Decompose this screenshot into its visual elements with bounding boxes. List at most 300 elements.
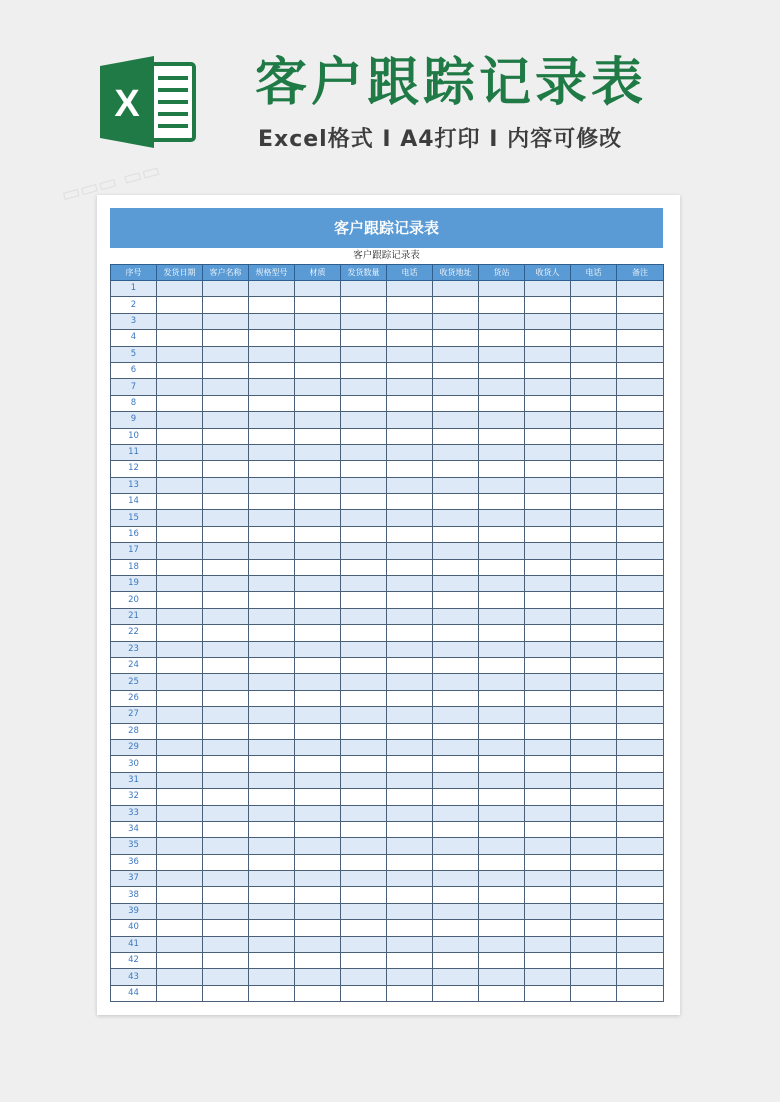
table-cell[interactable] xyxy=(203,674,249,690)
table-cell[interactable] xyxy=(525,789,571,805)
table-cell[interactable] xyxy=(341,789,387,805)
table-cell[interactable] xyxy=(433,625,479,641)
table-cell[interactable] xyxy=(203,494,249,510)
table-cell[interactable] xyxy=(387,346,433,362)
table-cell[interactable] xyxy=(387,592,433,608)
table-cell[interactable] xyxy=(295,920,341,936)
table-cell[interactable] xyxy=(157,887,203,903)
table-cell[interactable] xyxy=(571,412,617,428)
table-cell[interactable] xyxy=(571,313,617,329)
table-cell[interactable] xyxy=(387,805,433,821)
table-cell[interactable] xyxy=(479,510,525,526)
table-cell[interactable] xyxy=(341,477,387,493)
table-cell[interactable] xyxy=(479,625,525,641)
table-cell[interactable] xyxy=(203,543,249,559)
table-cell[interactable] xyxy=(387,625,433,641)
table-cell[interactable] xyxy=(387,690,433,706)
table-cell[interactable] xyxy=(341,625,387,641)
table-cell[interactable] xyxy=(571,854,617,870)
table-cell[interactable] xyxy=(479,838,525,854)
table-cell[interactable] xyxy=(157,739,203,755)
table-cell[interactable] xyxy=(157,461,203,477)
table-cell[interactable] xyxy=(479,690,525,706)
table-cell[interactable] xyxy=(525,641,571,657)
table-cell[interactable] xyxy=(295,461,341,477)
table-cell[interactable] xyxy=(617,920,664,936)
table-cell[interactable] xyxy=(157,395,203,411)
table-cell[interactable] xyxy=(433,985,479,1001)
table-cell[interactable] xyxy=(341,985,387,1001)
table-cell[interactable] xyxy=(617,362,664,378)
table-cell[interactable] xyxy=(295,395,341,411)
table-cell[interactable] xyxy=(157,281,203,297)
table-cell[interactable] xyxy=(525,723,571,739)
table-cell[interactable] xyxy=(295,953,341,969)
table-cell[interactable] xyxy=(203,412,249,428)
table-cell[interactable] xyxy=(249,412,295,428)
table-cell[interactable] xyxy=(157,821,203,837)
table-cell[interactable] xyxy=(203,690,249,706)
table-cell[interactable] xyxy=(617,690,664,706)
table-cell[interactable] xyxy=(249,526,295,542)
table-cell[interactable] xyxy=(479,756,525,772)
table-cell[interactable] xyxy=(387,576,433,592)
table-cell[interactable] xyxy=(617,477,664,493)
table-cell[interactable] xyxy=(479,526,525,542)
table-cell[interactable] xyxy=(387,379,433,395)
table-cell[interactable] xyxy=(387,772,433,788)
table-cell[interactable] xyxy=(203,723,249,739)
table-cell[interactable] xyxy=(341,510,387,526)
table-cell[interactable] xyxy=(617,625,664,641)
table-cell[interactable] xyxy=(157,444,203,460)
table-cell[interactable] xyxy=(617,313,664,329)
table-cell[interactable] xyxy=(525,871,571,887)
table-cell[interactable] xyxy=(433,739,479,755)
table-cell[interactable] xyxy=(295,592,341,608)
table-cell[interactable] xyxy=(433,379,479,395)
table-cell[interactable] xyxy=(571,362,617,378)
table-cell[interactable] xyxy=(203,838,249,854)
table-cell[interactable] xyxy=(433,428,479,444)
table-cell[interactable] xyxy=(203,395,249,411)
table-cell[interactable] xyxy=(295,690,341,706)
table-cell[interactable] xyxy=(341,657,387,673)
table-cell[interactable] xyxy=(341,494,387,510)
table-cell[interactable] xyxy=(571,953,617,969)
table-cell[interactable] xyxy=(249,903,295,919)
table-cell[interactable] xyxy=(433,723,479,739)
table-cell[interactable] xyxy=(295,871,341,887)
table-cell[interactable] xyxy=(387,510,433,526)
table-cell[interactable] xyxy=(295,510,341,526)
table-cell[interactable] xyxy=(479,330,525,346)
table-cell[interactable] xyxy=(249,330,295,346)
table-cell[interactable] xyxy=(571,903,617,919)
table-cell[interactable] xyxy=(341,281,387,297)
table-cell[interactable] xyxy=(571,608,617,624)
table-cell[interactable] xyxy=(341,543,387,559)
table-cell[interactable] xyxy=(341,641,387,657)
table-cell[interactable] xyxy=(525,412,571,428)
table-cell[interactable] xyxy=(479,346,525,362)
table-cell[interactable] xyxy=(433,494,479,510)
table-cell[interactable] xyxy=(203,330,249,346)
table-cell[interactable] xyxy=(295,674,341,690)
table-cell[interactable] xyxy=(617,903,664,919)
table-cell[interactable] xyxy=(341,838,387,854)
table-cell[interactable] xyxy=(617,281,664,297)
table-cell[interactable] xyxy=(479,969,525,985)
table-cell[interactable] xyxy=(387,723,433,739)
table-cell[interactable] xyxy=(341,592,387,608)
table-cell[interactable] xyxy=(295,428,341,444)
table-cell[interactable] xyxy=(571,690,617,706)
table-cell[interactable] xyxy=(433,362,479,378)
table-cell[interactable] xyxy=(479,887,525,903)
table-cell[interactable] xyxy=(249,461,295,477)
table-cell[interactable] xyxy=(617,854,664,870)
table-cell[interactable] xyxy=(157,674,203,690)
table-cell[interactable] xyxy=(387,461,433,477)
table-cell[interactable] xyxy=(157,297,203,313)
table-cell[interactable] xyxy=(479,477,525,493)
table-cell[interactable] xyxy=(157,477,203,493)
table-cell[interactable] xyxy=(525,690,571,706)
table-cell[interactable] xyxy=(157,723,203,739)
table-cell[interactable] xyxy=(571,657,617,673)
table-cell[interactable] xyxy=(387,838,433,854)
table-cell[interactable] xyxy=(479,281,525,297)
table-cell[interactable] xyxy=(249,920,295,936)
table-cell[interactable] xyxy=(433,756,479,772)
table-cell[interactable] xyxy=(341,936,387,952)
table-cell[interactable] xyxy=(571,494,617,510)
table-cell[interactable] xyxy=(479,789,525,805)
table-cell[interactable] xyxy=(525,461,571,477)
table-cell[interactable] xyxy=(617,707,664,723)
table-cell[interactable] xyxy=(571,674,617,690)
table-cell[interactable] xyxy=(617,559,664,575)
table-cell[interactable] xyxy=(295,346,341,362)
table-cell[interactable] xyxy=(249,690,295,706)
table-cell[interactable] xyxy=(525,887,571,903)
table-cell[interactable] xyxy=(341,969,387,985)
table-cell[interactable] xyxy=(433,854,479,870)
table-cell[interactable] xyxy=(341,674,387,690)
table-cell[interactable] xyxy=(157,871,203,887)
table-cell[interactable] xyxy=(203,297,249,313)
table-cell[interactable] xyxy=(525,903,571,919)
table-cell[interactable] xyxy=(249,379,295,395)
table-cell[interactable] xyxy=(157,903,203,919)
table-cell[interactable] xyxy=(295,657,341,673)
table-cell[interactable] xyxy=(571,543,617,559)
table-cell[interactable] xyxy=(341,707,387,723)
table-cell[interactable] xyxy=(295,903,341,919)
table-cell[interactable] xyxy=(249,510,295,526)
table-cell[interactable] xyxy=(433,444,479,460)
table-cell[interactable] xyxy=(249,576,295,592)
table-cell[interactable] xyxy=(387,428,433,444)
table-cell[interactable] xyxy=(433,887,479,903)
table-cell[interactable] xyxy=(387,903,433,919)
table-cell[interactable] xyxy=(525,543,571,559)
table-cell[interactable] xyxy=(387,543,433,559)
table-cell[interactable] xyxy=(617,789,664,805)
table-cell[interactable] xyxy=(479,936,525,952)
table-cell[interactable] xyxy=(203,739,249,755)
table-cell[interactable] xyxy=(387,281,433,297)
table-cell[interactable] xyxy=(571,576,617,592)
table-cell[interactable] xyxy=(617,297,664,313)
table-cell[interactable] xyxy=(433,559,479,575)
table-cell[interactable] xyxy=(479,674,525,690)
table-cell[interactable] xyxy=(295,330,341,346)
table-cell[interactable] xyxy=(571,559,617,575)
table-cell[interactable] xyxy=(157,362,203,378)
table-cell[interactable] xyxy=(525,739,571,755)
table-cell[interactable] xyxy=(479,723,525,739)
table-cell[interactable] xyxy=(341,330,387,346)
table-cell[interactable] xyxy=(157,707,203,723)
table-cell[interactable] xyxy=(479,559,525,575)
table-cell[interactable] xyxy=(525,854,571,870)
table-cell[interactable] xyxy=(341,379,387,395)
table-cell[interactable] xyxy=(387,559,433,575)
table-cell[interactable] xyxy=(433,772,479,788)
table-cell[interactable] xyxy=(387,674,433,690)
table-cell[interactable] xyxy=(525,920,571,936)
table-cell[interactable] xyxy=(249,969,295,985)
table-cell[interactable] xyxy=(479,821,525,837)
table-cell[interactable] xyxy=(479,494,525,510)
table-cell[interactable] xyxy=(617,428,664,444)
table-cell[interactable] xyxy=(295,543,341,559)
table-cell[interactable] xyxy=(203,313,249,329)
table-cell[interactable] xyxy=(295,297,341,313)
table-cell[interactable] xyxy=(571,428,617,444)
table-cell[interactable] xyxy=(387,297,433,313)
table-cell[interactable] xyxy=(525,510,571,526)
table-cell[interactable] xyxy=(157,854,203,870)
table-cell[interactable] xyxy=(203,887,249,903)
table-cell[interactable] xyxy=(249,657,295,673)
table-cell[interactable] xyxy=(249,641,295,657)
table-cell[interactable] xyxy=(433,789,479,805)
table-cell[interactable] xyxy=(387,756,433,772)
table-cell[interactable] xyxy=(387,641,433,657)
table-cell[interactable] xyxy=(157,657,203,673)
table-cell[interactable] xyxy=(525,477,571,493)
table-cell[interactable] xyxy=(433,707,479,723)
table-cell[interactable] xyxy=(525,953,571,969)
table-cell[interactable] xyxy=(617,543,664,559)
table-cell[interactable] xyxy=(525,985,571,1001)
table-cell[interactable] xyxy=(433,690,479,706)
table-cell[interactable] xyxy=(249,281,295,297)
table-cell[interactable] xyxy=(479,657,525,673)
table-cell[interactable] xyxy=(157,379,203,395)
table-cell[interactable] xyxy=(295,707,341,723)
table-cell[interactable] xyxy=(571,805,617,821)
table-cell[interactable] xyxy=(249,444,295,460)
table-cell[interactable] xyxy=(387,707,433,723)
table-cell[interactable] xyxy=(249,887,295,903)
table-cell[interactable] xyxy=(157,412,203,428)
table-cell[interactable] xyxy=(433,936,479,952)
table-cell[interactable] xyxy=(203,969,249,985)
table-cell[interactable] xyxy=(387,494,433,510)
table-cell[interactable] xyxy=(203,379,249,395)
table-cell[interactable] xyxy=(387,477,433,493)
table-cell[interactable] xyxy=(387,362,433,378)
table-cell[interactable] xyxy=(479,543,525,559)
table-cell[interactable] xyxy=(617,330,664,346)
table-cell[interactable] xyxy=(203,625,249,641)
table-cell[interactable] xyxy=(525,821,571,837)
table-cell[interactable] xyxy=(571,477,617,493)
table-cell[interactable] xyxy=(525,674,571,690)
table-cell[interactable] xyxy=(157,346,203,362)
table-cell[interactable] xyxy=(341,821,387,837)
table-cell[interactable] xyxy=(157,625,203,641)
table-cell[interactable] xyxy=(571,772,617,788)
table-cell[interactable] xyxy=(249,674,295,690)
table-cell[interactable] xyxy=(479,871,525,887)
table-cell[interactable] xyxy=(157,494,203,510)
table-cell[interactable] xyxy=(249,871,295,887)
table-cell[interactable] xyxy=(433,657,479,673)
table-cell[interactable] xyxy=(571,985,617,1001)
table-cell[interactable] xyxy=(295,313,341,329)
table-cell[interactable] xyxy=(387,936,433,952)
table-cell[interactable] xyxy=(617,756,664,772)
table-cell[interactable] xyxy=(203,559,249,575)
table-cell[interactable] xyxy=(571,756,617,772)
table-cell[interactable] xyxy=(617,346,664,362)
table-cell[interactable] xyxy=(617,379,664,395)
table-cell[interactable] xyxy=(203,461,249,477)
table-cell[interactable] xyxy=(479,985,525,1001)
table-cell[interactable] xyxy=(387,871,433,887)
table-cell[interactable] xyxy=(295,854,341,870)
table-cell[interactable] xyxy=(571,739,617,755)
table-cell[interactable] xyxy=(479,953,525,969)
table-cell[interactable] xyxy=(617,805,664,821)
table-cell[interactable] xyxy=(433,461,479,477)
table-cell[interactable] xyxy=(617,838,664,854)
table-cell[interactable] xyxy=(571,838,617,854)
table-cell[interactable] xyxy=(433,920,479,936)
table-cell[interactable] xyxy=(387,395,433,411)
table-cell[interactable] xyxy=(249,346,295,362)
table-cell[interactable] xyxy=(295,887,341,903)
table-cell[interactable] xyxy=(525,657,571,673)
table-cell[interactable] xyxy=(341,903,387,919)
table-cell[interactable] xyxy=(157,576,203,592)
table-cell[interactable] xyxy=(571,592,617,608)
table-cell[interactable] xyxy=(571,641,617,657)
table-cell[interactable] xyxy=(295,805,341,821)
table-cell[interactable] xyxy=(249,494,295,510)
table-cell[interactable] xyxy=(617,510,664,526)
table-cell[interactable] xyxy=(203,362,249,378)
table-cell[interactable] xyxy=(295,936,341,952)
table-cell[interactable] xyxy=(479,576,525,592)
table-cell[interactable] xyxy=(249,953,295,969)
table-cell[interactable] xyxy=(617,641,664,657)
table-cell[interactable] xyxy=(433,838,479,854)
table-cell[interactable] xyxy=(157,838,203,854)
table-cell[interactable] xyxy=(341,395,387,411)
table-cell[interactable] xyxy=(157,510,203,526)
table-cell[interactable] xyxy=(617,494,664,510)
table-cell[interactable] xyxy=(341,346,387,362)
table-cell[interactable] xyxy=(203,985,249,1001)
table-cell[interactable] xyxy=(571,281,617,297)
table-cell[interactable] xyxy=(433,346,479,362)
table-cell[interactable] xyxy=(433,608,479,624)
table-cell[interactable] xyxy=(479,379,525,395)
table-cell[interactable] xyxy=(203,772,249,788)
table-cell[interactable] xyxy=(203,608,249,624)
table-cell[interactable] xyxy=(249,789,295,805)
table-cell[interactable] xyxy=(249,739,295,755)
table-cell[interactable] xyxy=(525,625,571,641)
table-cell[interactable] xyxy=(203,920,249,936)
table-cell[interactable] xyxy=(433,477,479,493)
table-cell[interactable] xyxy=(525,576,571,592)
table-cell[interactable] xyxy=(295,756,341,772)
table-cell[interactable] xyxy=(387,969,433,985)
table-cell[interactable] xyxy=(617,871,664,887)
table-cell[interactable] xyxy=(249,805,295,821)
table-cell[interactable] xyxy=(341,739,387,755)
table-cell[interactable] xyxy=(387,412,433,428)
table-cell[interactable] xyxy=(157,690,203,706)
table-cell[interactable] xyxy=(295,494,341,510)
table-cell[interactable] xyxy=(295,379,341,395)
table-cell[interactable] xyxy=(525,707,571,723)
table-cell[interactable] xyxy=(341,608,387,624)
table-cell[interactable] xyxy=(249,936,295,952)
table-cell[interactable] xyxy=(203,444,249,460)
table-cell[interactable] xyxy=(479,903,525,919)
table-cell[interactable] xyxy=(295,789,341,805)
table-cell[interactable] xyxy=(479,592,525,608)
table-cell[interactable] xyxy=(157,559,203,575)
table-cell[interactable] xyxy=(433,969,479,985)
table-cell[interactable] xyxy=(571,936,617,952)
table-cell[interactable] xyxy=(571,789,617,805)
table-cell[interactable] xyxy=(479,772,525,788)
table-cell[interactable] xyxy=(387,313,433,329)
table-cell[interactable] xyxy=(249,395,295,411)
table-cell[interactable] xyxy=(617,444,664,460)
table-cell[interactable] xyxy=(341,723,387,739)
table-cell[interactable] xyxy=(571,395,617,411)
table-cell[interactable] xyxy=(203,756,249,772)
table-cell[interactable] xyxy=(571,444,617,460)
table-cell[interactable] xyxy=(341,805,387,821)
table-cell[interactable] xyxy=(157,920,203,936)
table-cell[interactable] xyxy=(295,608,341,624)
table-cell[interactable] xyxy=(479,707,525,723)
table-cell[interactable] xyxy=(341,362,387,378)
table-cell[interactable] xyxy=(157,543,203,559)
table-cell[interactable] xyxy=(249,985,295,1001)
